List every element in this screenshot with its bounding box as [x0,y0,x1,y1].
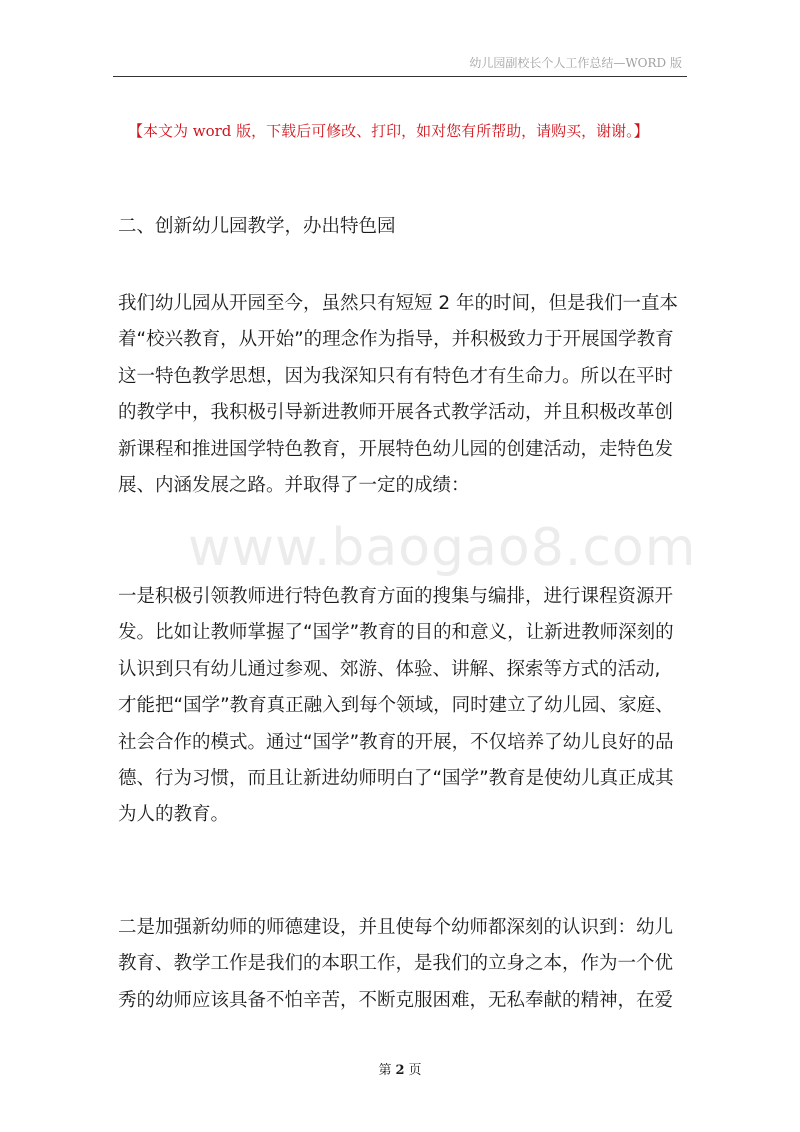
purchase-notice: 【本文为 word 版，下载后可修改、打印，如对您有所帮助，请购买，谢谢。】 [128,122,649,140]
paragraph-line: 认识到只有幼儿通过参观、郊游、体验、讲解、探索等方式的活动, [118,658,661,680]
paragraph-line: 二是加强新幼师的师德建设，并且使每个幼师都深刻的认识到：幼儿 [118,917,674,938]
paragraph-line: 展、内涵发展之路。并取得了一定的成绩： [118,474,470,496]
paragraph-line: 着“校兴教育，从开始”的理念作为指导，并积极致力于开展国学教育 [118,329,674,351]
paragraph-line: 社会合作的模式。通过“国学”教育的开展，不仅培养了幼儿良好的品 [118,731,674,753]
page-number: 2 [395,1063,405,1078]
paragraph-line: 发。比如让教师掌握了“国学”教育的目的和意义，让新进教师深刻的 [118,622,674,644]
paragraph-line: 的教学中，我积极引导新进教师开展各式教学活动，并且积极改革创 [118,402,674,424]
footer-suffix: 页 [408,1063,422,1078]
running-header: 幼儿园副校长个人工作总结—WORD 版 [469,56,682,70]
paragraph-line: 德、行为习惯，而且让新进幼师明白了“国学”教育是使幼儿真正成其 [118,767,674,789]
watermark: www.baogao8.com [188,518,697,578]
paragraph-line: 教育、教学工作是我们的本职工作，是我们的立身之本，作为一个优 [118,953,674,975]
page-footer [0,1059,800,1078]
paragraph-line: 新课程和推进国学特色教育，开展特色幼儿园的创建活动，走特色发 [118,438,674,460]
paragraph-line: 我们幼儿园从开园至今，虽然只有短短 2 年的时间，但是我们一直本 [118,293,679,314]
paragraph-line: 才能把“国学”教育真正融入到每个领域，同时建立了幼儿园、家庭、 [118,695,674,717]
header-divider [113,76,687,77]
paragraph-line: 秀的幼师应该具备不怕辛苦，不断克服困难，无私奉献的精神，在爱 [118,989,674,1011]
paragraph-line: 一是积极引领教师进行特色教育方面的搜集与编排，进行课程资源开 [118,586,674,607]
paragraph-2 [118,579,684,834]
paragraph-3 [118,910,684,1019]
paragraph-line: 为人的教育。 [118,804,230,826]
section-heading: 二、创新幼儿园教学，办出特色园 [118,216,396,237]
footer-prefix: 第 [378,1063,392,1078]
paragraph-1 [118,286,684,504]
paragraph-line: 这一特色教学思想，因为我深知只有有特色才有生命力。所以在平时 [118,365,674,387]
